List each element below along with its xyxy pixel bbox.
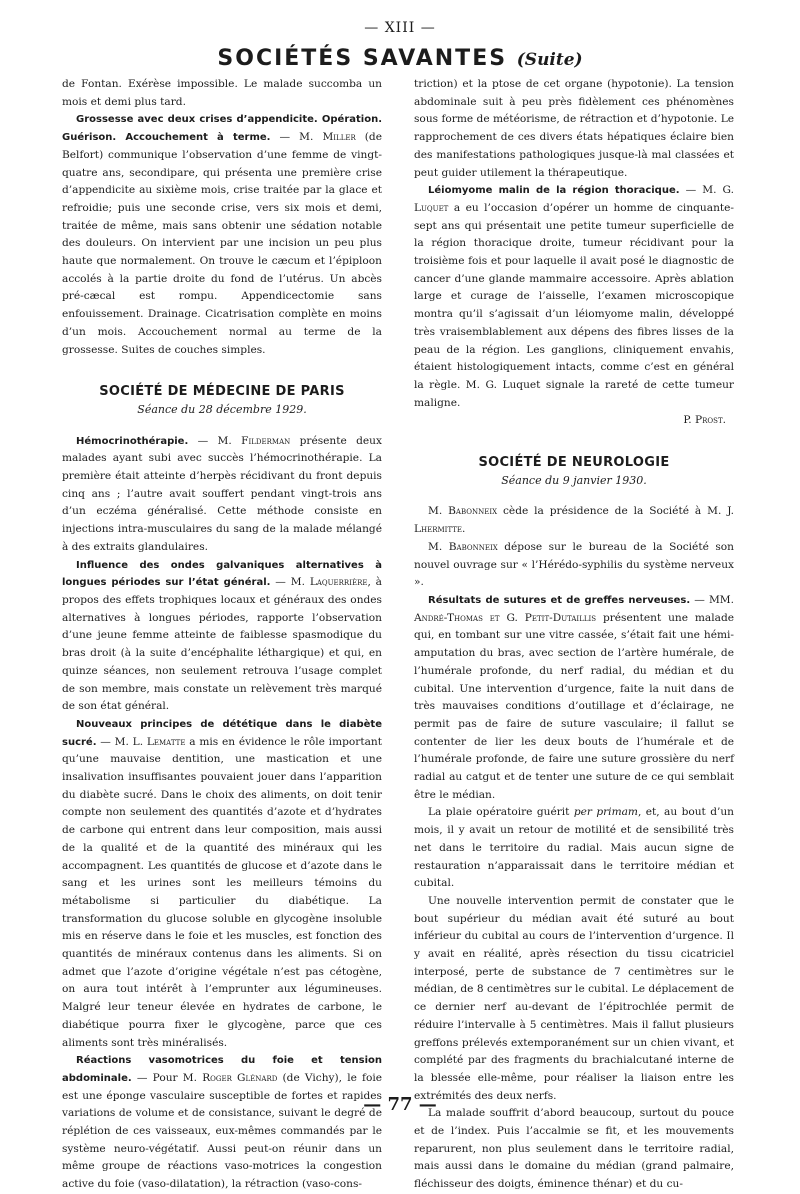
text: — Pour M. [131, 1071, 203, 1084]
page-title [0, 46, 800, 71]
article-body: a mis en évidence le rôle important qu’une mauvaise dentition, une mastication et une insalivation insuffisantes pouvaient jouer dans l’apparition du diabète sucré. Dans le choix des aliments, on doit tenir compte non seulement des quantités d’azote et d’hydrates de carbone qui entrent dans leur composition, mais aussi de la qualité et de la quantité des minéraux qui les accompagnent. Les quantités de glucose et d’azote dans le sang et les urines sont les meilleurs témoins du métabolisme si particulier du diabétique. La transformation du glucose soluble en glycogène insoluble mis en réserve dans le foie et les muscles, est fonction des quantités de minéraux contenus dans les aliments. Si on admet que l’azote d’origine végétale n’est pas cétogène, on aura tout intérêt à l’emprunter aux légumineuses. Malgré leur teneur élevée en hydrates de carbone, le diabétique pourra fixer le glycogène, parce que ces aliments sont très minéralisés. [62, 735, 382, 1049]
paragraph [414, 182, 734, 412]
text: — M. L. [96, 735, 147, 748]
article-heading: Influence des ondes galvaniques alternatives à longues périodes sur l’état général. [62, 559, 382, 589]
text: — MM. [690, 593, 735, 606]
page-roman-number: — XIII — [364, 20, 436, 36]
latin-phrase: per primam [573, 806, 638, 819]
article-heading: Résultats de sutures et de greffes nerveuses. [428, 594, 691, 606]
paragraph [62, 111, 382, 359]
text: dépose sur le bureau de la Société son nouvel ouvrage sur « l’Hérédo-syphilis du système nerveux ». [414, 540, 734, 589]
text: cède la présidence de la Société à M. J. [497, 505, 734, 518]
page-number: — 77 — [363, 1094, 437, 1115]
article-heading: Léiomyome malin de la région thoracique. [428, 185, 680, 197]
article-heading: Grossesse avec deux crises d’appendicite. Opération. Guérison. Accouchement à terme. [62, 114, 382, 144]
paragraph [414, 804, 734, 893]
paragraph: triction) et la ptose de cet organe (hypotonie). La tension abdominale suit à peu près fidèlement ces phénomènes sous forme de météorisme, de rétraction et d’hypotonie. Le rapprochement de ces divers états hépatiques éclaire bien des manifestations pathologiques jusque-là mal classées et peut guider utilement la thérapeutique. [414, 78, 734, 179]
author-name: Babonneix [448, 540, 498, 553]
article-heading: Réactions vasomotrices du foie et tension abdominale. [62, 1055, 382, 1084]
text: , et, au bout d’un mois, il y avait un retour de motilité et de sensibilité très net dans le territoire du radial. Mais aucun signe de restauration n’apparaissait dans le territoire médian et cubital. [414, 806, 734, 890]
author-name: Roger Glénard [202, 1071, 278, 1084]
author-name: Babonneix [448, 505, 498, 518]
text: — M. [270, 576, 310, 589]
author-name: Lhermitte [414, 523, 463, 536]
paragraph: de Fontan. Exérèse impossible. Le malade succomba un mois et demi plus tard. [62, 78, 382, 108]
author-name: Luquet [414, 201, 449, 214]
right-column [414, 76, 734, 1194]
article-body: présentent une malade qui, en tombant sur une vitre cassée, s’était fait une hémi-amputation du bras, avec section de l’artère humérale, de l’humérale profonde, du nerf radial, du médian et du cubital. Une intervention d’urgence, faite la nuit dans de très mauvaises conditions d’outillage et d’éclairage, ne permit pas de faire de suture vasculaire; il fallut se contenter de lier les deux bouts de l’humérale et de l’humérale profonde, de faire une suture grossière du nerf radial au catgut et de tenter une suture de ce qui semblait être le médian. [414, 611, 734, 801]
signature-name: P. Prost. [683, 414, 726, 427]
author-name: Filderman [241, 434, 291, 447]
signature [414, 412, 734, 430]
paragraph [414, 503, 734, 538]
author-name: Lematte [146, 735, 186, 748]
paragraph [414, 539, 734, 592]
article-heading: Hémocrinothérapie. [76, 435, 189, 447]
section-date: Séance du 9 janvier 1930. [501, 473, 647, 487]
article-body: a eu l’occasion d’opérer un homme de cinquante-sept ans qui présentait une petite tumeur superficielle de la région thoracique droite, tumeur récidivant pour la troisième fois et pour laquelle il avait posé le diagnostic de cancer d’une glande mammaire accessoire. Après ablation large et curage de l’aisselle, l’examen microscopique montra qu’il s’agissait d’un léiomyome malin, développé très vraisemblablement aux dépens des fibres lisses de la peau de la région. Les ganglions, cliniquement envahis, étaient histologiquement intacts, comme c’est en général la règle. M. G. Luquet signale la rareté de cette tumeur maligne. [414, 201, 734, 409]
paragraph [62, 1052, 382, 1194]
author-name: Laquerrière [309, 576, 368, 589]
article-body: (de Belfort) communique l’observation d’une femme de vingt-quatre ans, secondipare, qui présenta une première crise d’appendicite au sixième mois, crise traitée par la glace et refroidie; puis une seconde crise, vers six mois et demi, traitée de même, mais sans obtenir une sédation notable des douleurs. On intervient par une incision un peu plus haute que normalement. On trouve le cæcum et l’épiploon accolés à la partie droite du fond de l’utérus. Un abcès pré-cæcal est rompu. Appendicectomie sans enfouissement. Drainage. Cicatrisation complète en moins d’un mois. Accouchement normal au terme de la grossesse. Suites de couches simples. [62, 131, 382, 356]
text: M. [428, 505, 449, 518]
page-title-suite: (Suite) [516, 50, 583, 70]
article-heading: Nouveaux principes de dététique dans le diabète sucré. [62, 718, 382, 748]
paragraph [62, 433, 382, 557]
author-name: Miller [322, 131, 356, 144]
text: — M. [188, 434, 242, 447]
section-date: Séance du 28 décembre 1929. [137, 402, 307, 416]
paragraph: Une nouvelle intervention permit de constater que le bout supérieur du médian avait été suturé au bout inférieur du cubital au cours de l’intervention d’urgence. Il y avait en réalité, après résection du tissu cicatriciel interposé, perte de substance de 7 centimètres sur le médian, de 8 centimètres sur le cubital. Le déplacement de ce dernier nerf au-devant de l’épitrochlée permit de réduire l’intervalle à 5 centimètres. Mais il fallut plusieurs greffons prélevés extemporanément sur un chien vivant, et complété par des fragments du brachialcutané interne de la blessée elle-même, pour réaliser la liaison entre les extrémités des deux nerfs. [414, 894, 734, 1102]
text: . [462, 523, 466, 536]
left-column [62, 76, 382, 1194]
section-title: SOCIÉTÉ DE NEUROLOGIE [478, 455, 670, 471]
text: — M. G. [679, 184, 734, 197]
section-title: SOCIÉTÉ DE MÉDECINE DE PARIS [99, 384, 345, 400]
article-body: , à propos des effets trophiques locaux et généraux des ondes alternatives à longues périodes, rapporte l’observation d’une jeune femme atteinte de faiblesse spasmodique du bras droit (à la suite d’encéphalite léthargique) et qui, en quinze séances, non seulement retrouva l’usage complet de son membre, mais constate un relèvement très marqué de son état général. [62, 576, 382, 713]
article-body: présente deux malades ayant subi avec succès l’hémocrinothérapie. La première était atteinte d’herpès récidivant du front depuis cinq ans ; l’autre avait souffert pendant vingt-trois ans d’un eczéma généralisé. Cette méthode consiste en injections intra-musculaires du sang de la malade mélangé à des extraits glandulaires. [62, 434, 382, 553]
text: M. [428, 540, 449, 553]
article-body: (de Vichy), le foie est une éponge vasculaire susceptible de fortes et rapides variations de volume et de consistance, suivant le degré de réplétion de ces vaisseaux, eux-mêmes commandés par le système neuro-végétatif. Aussi peut-on réunir dans un même groupe de réactions vaso-motrices la congestion active du foie (vaso-dilatation), la rétraction (vaso-cons- [62, 1071, 382, 1191]
page-title-text: SOCIÉTÉS SAVANTES [217, 46, 508, 71]
author-name: André-Thomas et G. Petit-Dutaillis [414, 611, 597, 624]
paragraph [62, 716, 382, 1052]
text: La plaie opératoire guérit [428, 806, 574, 819]
paragraph [414, 592, 734, 804]
text: — M. [270, 131, 323, 144]
paragraph [62, 557, 382, 716]
paragraph: La malade souffrit d’abord beaucoup, surtout du pouce et de l’index. Puis l’accalmie se fit, et les mouvements reparurent, non plus seulement dans le territoire radial, mais aussi dans le domaine du médian (grand palmaire, fléchisseur des doigts, éminence thénar) et du cu- [414, 1107, 734, 1191]
